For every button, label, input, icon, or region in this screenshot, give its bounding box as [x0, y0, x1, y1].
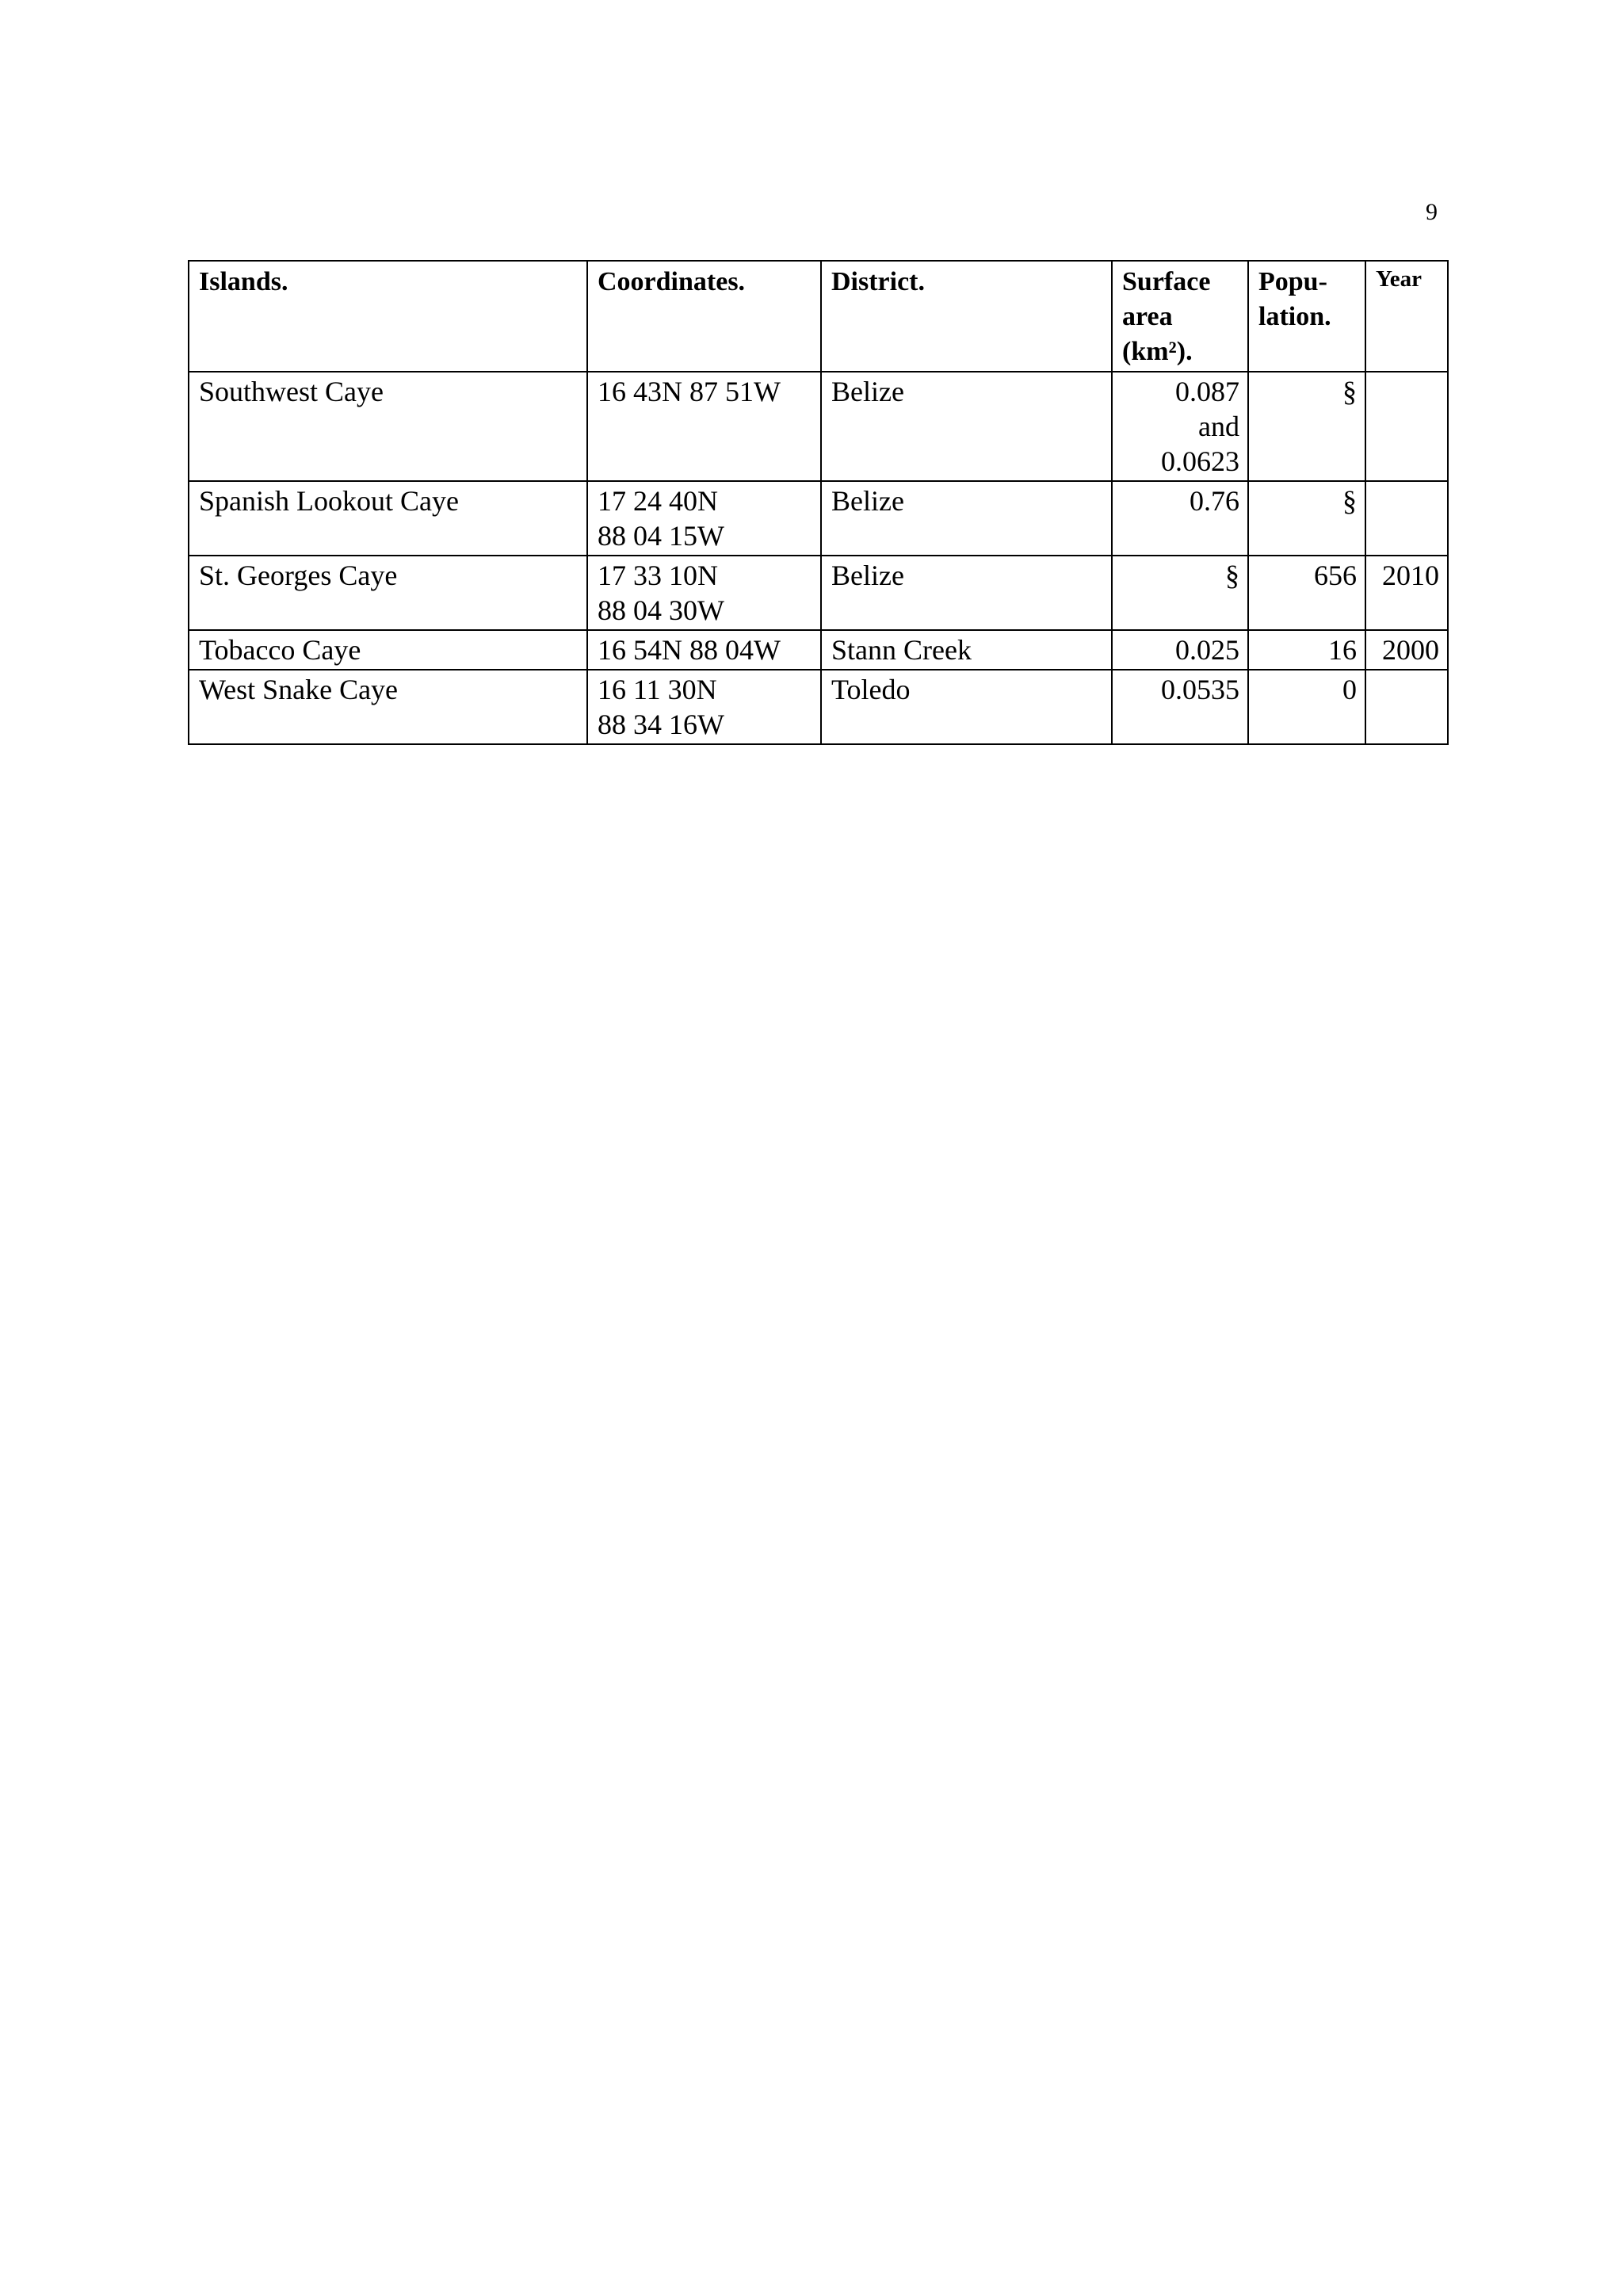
header-district: District. — [821, 261, 1112, 372]
district-cell: Belize — [821, 372, 1112, 481]
table-row — [189, 556, 1448, 630]
surface-area-cell — [1112, 556, 1248, 630]
coordinates-cell — [587, 670, 821, 744]
coordinates-line: 17 24 40N — [598, 485, 718, 517]
island-name: West Snake Caye — [189, 670, 587, 744]
islands-table — [188, 260, 1449, 745]
district-cell: Toledo — [821, 670, 1112, 744]
population-cell: § — [1248, 372, 1365, 481]
table-header-row — [189, 261, 1448, 372]
year-cell — [1365, 481, 1448, 556]
coordinates-line: 88 34 16W — [598, 709, 724, 740]
surface-area-line: 0.087 — [1175, 376, 1239, 407]
header-coordinates: Coordinates. — [587, 261, 821, 372]
year-cell — [1365, 372, 1448, 481]
island-name: Tobacco Caye — [189, 630, 587, 670]
header-islands: Islands. — [189, 261, 587, 372]
coordinates-cell — [587, 630, 821, 670]
district-cell: Belize — [821, 481, 1112, 556]
coordinates-line: 16 43N 87 51W — [598, 376, 781, 407]
coordinates-cell — [587, 556, 821, 630]
header-surface-area: Surface area (km²). — [1112, 261, 1248, 372]
surface-area-line: and — [1198, 411, 1239, 442]
population-cell: 16 — [1248, 630, 1365, 670]
header-year: Year — [1365, 261, 1448, 372]
coordinates-line: 88 04 15W — [598, 520, 724, 552]
surface-area-cell — [1112, 630, 1248, 670]
island-name: Southwest Caye — [189, 372, 587, 481]
year-cell: 2010 — [1365, 556, 1448, 630]
surface-area-cell — [1112, 481, 1248, 556]
surface-area-line: 0.0535 — [1161, 674, 1239, 705]
surface-area-line: 0.0623 — [1161, 445, 1239, 477]
population-cell: § — [1248, 481, 1365, 556]
island-name: St. Georges Caye — [189, 556, 587, 630]
coordinates-line: 16 54N 88 04W — [598, 634, 781, 666]
surface-area-cell — [1112, 670, 1248, 744]
district-cell: Belize — [821, 556, 1112, 630]
table-row — [189, 670, 1448, 744]
surface-area-line: § — [1225, 560, 1239, 591]
coordinates-line: 88 04 30W — [598, 594, 724, 626]
year-cell: 2000 — [1365, 630, 1448, 670]
table-row — [189, 481, 1448, 556]
table-row — [189, 630, 1448, 670]
surface-area-line: 0.76 — [1190, 485, 1239, 517]
district-cell: Stann Creek — [821, 630, 1112, 670]
year-cell — [1365, 670, 1448, 744]
coordinates-line: 17 33 10N — [598, 560, 718, 591]
population-cell: 656 — [1248, 556, 1365, 630]
population-cell: 0 — [1248, 670, 1365, 744]
surface-area-cell — [1112, 372, 1248, 481]
coordinates-line: 16 11 30N — [598, 674, 717, 705]
header-population: Popu-lation. — [1248, 261, 1365, 372]
surface-area-line: 0.025 — [1175, 634, 1239, 666]
coordinates-cell — [587, 481, 821, 556]
island-name: Spanish Lookout Caye — [189, 481, 587, 556]
table-row — [189, 372, 1448, 481]
coordinates-cell — [587, 372, 821, 481]
page-number: 9 — [1426, 199, 1438, 225]
